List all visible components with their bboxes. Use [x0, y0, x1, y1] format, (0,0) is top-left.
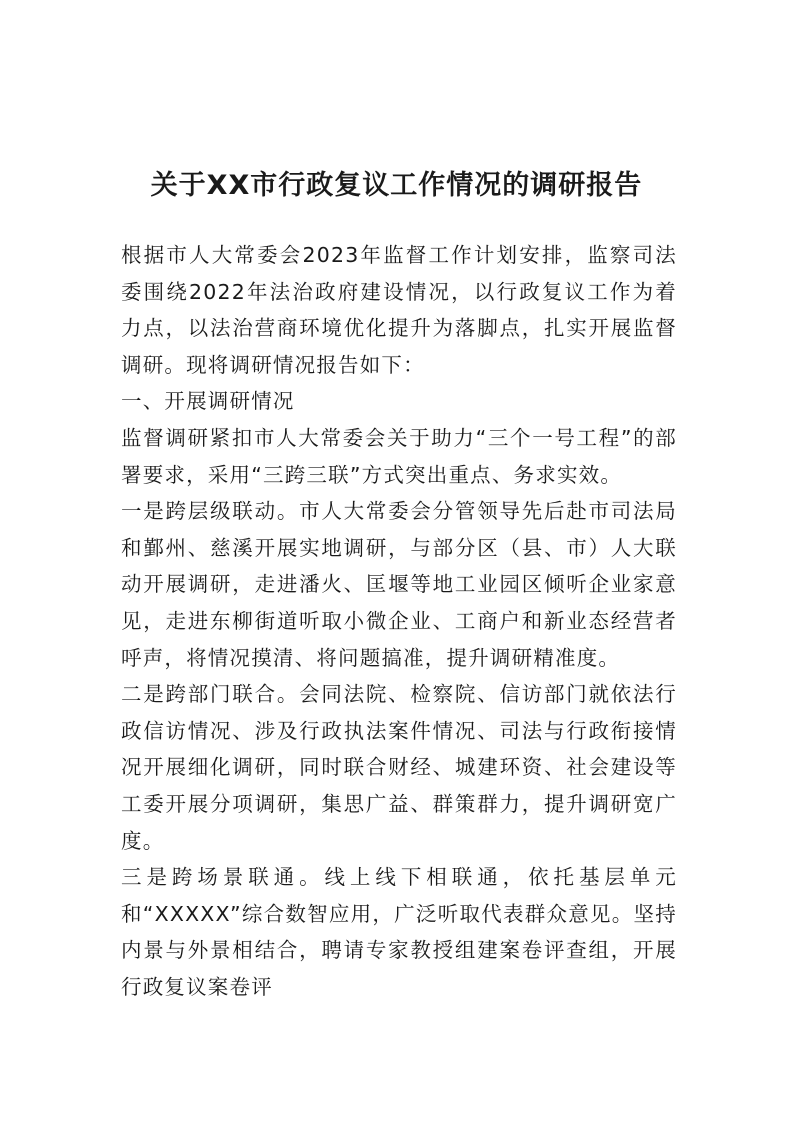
section-heading-1: 一、开展调研情况 — [121, 389, 295, 414]
paragraph-cross-level: 一是跨层级联动。市人大常委会分管领导先后赴市司法局和鄞州、慈溪开展实地调研，与部分区（县、市）人大联动开展调研，走进潘火、匡堰等地工业园区倾听企业家意见，走进东柳街道听取小微企业、工商户和新业态经营者呼声，将情况摸清、将问题搞准，提升调研精准度。 — [121, 499, 677, 670]
document-body — [121, 237, 677, 1005]
document-title: 关于XX市行政复议工作情况的调研报告 — [150, 170, 643, 201]
paragraph-overview: 监督调研紧扣市人大常委会关于助力“三个一号工程”的部署要求，采用“三跨三联”方式突出重点、务求实效。 — [121, 425, 677, 487]
paragraph-intro: 根据市人大常委会2023年监督工作计划安排，监察司法委围绕2022年法治政府建设情况，以行政复议工作为着力点，以法治营商环境优化提升为落脚点，扎实开展监督调研。现将调研情况报告如下： — [121, 243, 677, 377]
paragraph-cross-scene: 三是跨场景联通。线上线下相联通，依托基层单元和“XXXXX”综合数智应用，广泛听取代表群众意见。坚持内景与外景相结合，聘请专家教授组建案卷评查组，开展行政复议案卷评 — [121, 865, 677, 999]
paragraph-cross-department: 二是跨部门联合。会同法院、检察院、信访部门就依法行政信访情况、涉及行政执法案件情况、司法与行政衔接情况开展细化调研，同时联合财经、城建环资、社会建设等工委开展分项调研，集思广益、群策群力，提升调研宽广度。 — [121, 682, 677, 853]
